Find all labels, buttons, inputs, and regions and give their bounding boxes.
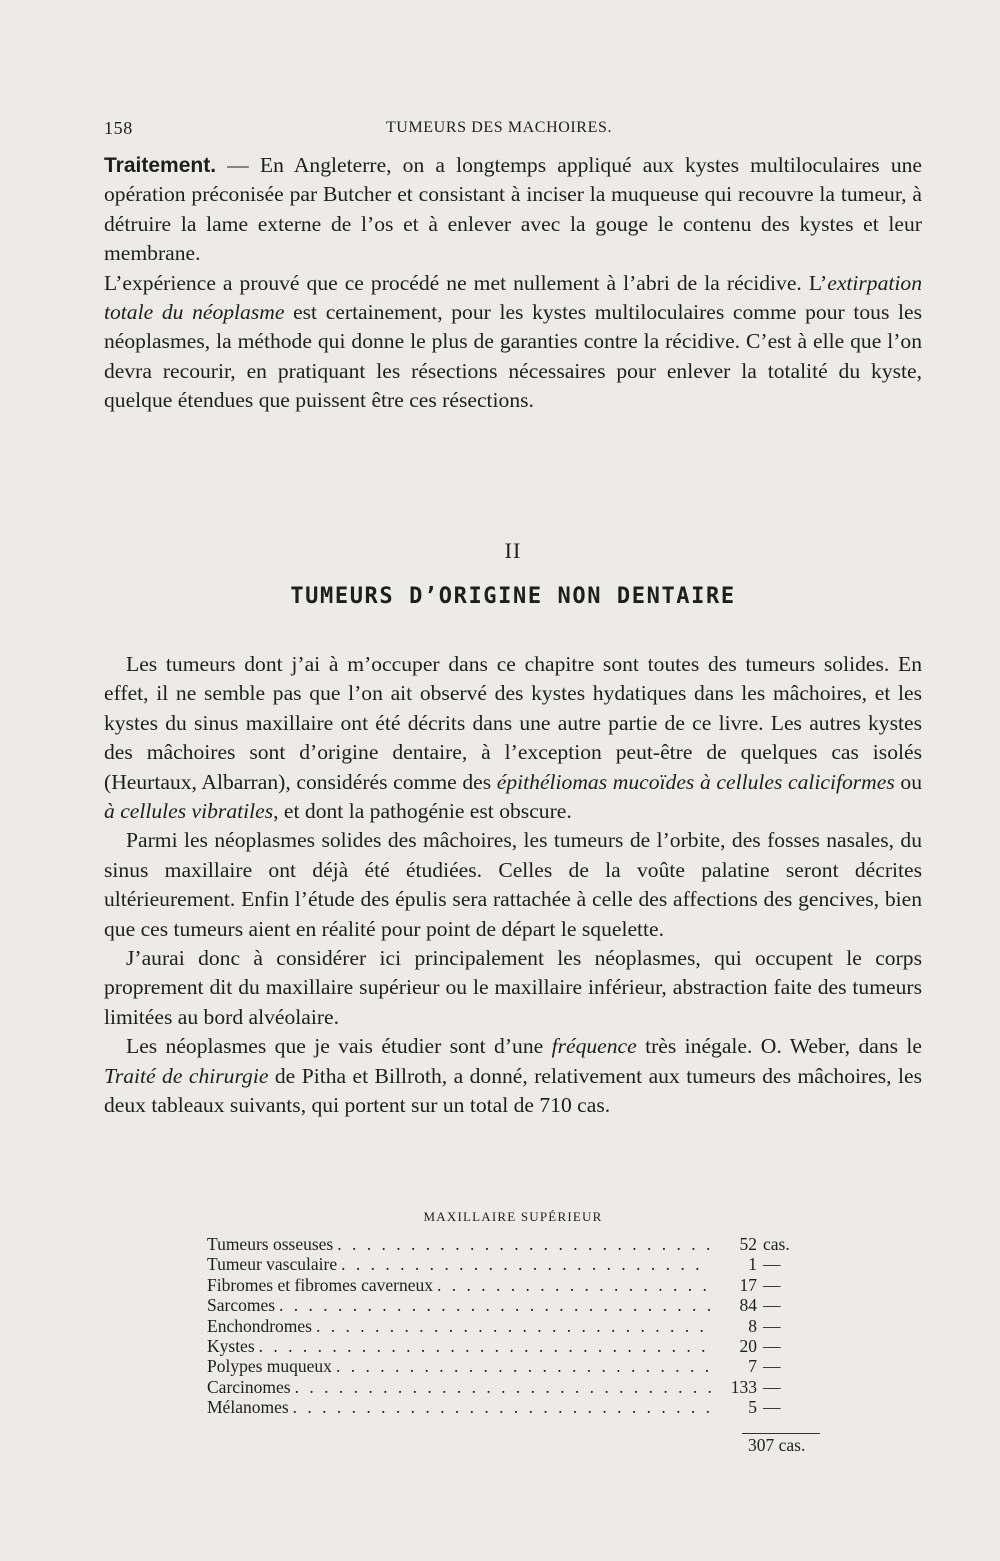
- paragraph-3: J’aurai donc à considérer ici principalement les néoplasmes, qui occupent le corps proprement dit du maxillaire supérieur ou le maxillaire inférieur, abstraction faite des tumeurs limitées au bord alvéolaire.: [104, 946, 922, 1029]
- row-unit: —: [763, 1397, 781, 1418]
- paragraph-4: [104, 1032, 922, 1120]
- paragraph-2: Parmi les néoplasmes solides des mâchoires, les tumeurs de l’orbite, des fosses nasales, du sinus maxillaire ont déjà été étudiées. Celles de la voûte palatine seront décrites ultérieurement. Enfin l’étude des épulis sera rattachée à celle des affections des gencives, bien que ces tumeurs aient en réalité pour point de départ le squelette.: [104, 828, 922, 941]
- paragraph-1-italic-2: à cellules vibratiles: [104, 799, 274, 824]
- paragraph-4-text-a: Les néoplasmes que je vais étudier sont d’une: [126, 1034, 552, 1059]
- row-value: 17: [739, 1274, 757, 1295]
- row-value: 20: [739, 1336, 757, 1357]
- paragraph-1-text-a: Les tumeurs dont j’ai à m’occuper dans ce chapitre sont toutes des tumeurs solides. En effet, il ne semble pas que l’on ait observé des kystes hydatiques dans les mâchoires, et les kystes du sinus maxillaire ont été décrits dans une autre partie de ce livre. Les autres kystes des mâchoires sont d’origine dentaire, à l’exception peut-être de quelques cas isolés (Heurtaux, Albarran), considérés comme des: [104, 652, 922, 794]
- leader-dots: [295, 1377, 711, 1397]
- table-row: [207, 1295, 819, 1315]
- table-row: [207, 1275, 819, 1295]
- row-value: 8: [748, 1315, 757, 1336]
- paragraph-1-italic-1: épithéliomas mucoïdes à cellules caliciformes: [496, 769, 895, 794]
- total-rule: [742, 1433, 820, 1434]
- traitement-heading: Traitement.: [104, 154, 217, 177]
- leader-dots: [437, 1275, 711, 1295]
- running-title: TUMEURS DES MACHOIRES.: [385, 119, 613, 136]
- traitement-text-2a: L’expérience a prouvé que ce procédé ne met nullement à l’abri de la récidive. L’: [104, 270, 828, 295]
- row-unit: —: [763, 1295, 781, 1316]
- section-body: [104, 650, 922, 1121]
- row-unit: —: [763, 1356, 781, 1377]
- table-row: [207, 1234, 819, 1254]
- leader-dots: [316, 1316, 711, 1336]
- row-label: Polypes muqueux: [207, 1356, 332, 1377]
- row-unit: —: [763, 1274, 781, 1295]
- row-label: Kystes: [207, 1336, 255, 1357]
- row-value: 5: [748, 1397, 757, 1418]
- leader-dots: [336, 1356, 711, 1376]
- paragraph-4-text-c: de Pitha et Billroth, a donné, relativement aux tumeurs des mâchoires, les deux tableaux suivants, qui portent sur un total de 710 cas.: [104, 1063, 923, 1118]
- paragraph-1: [104, 650, 922, 826]
- table-title: MAXILLAIRE SUPÉRIEUR: [423, 1209, 603, 1224]
- paragraph-4-italic-1: fréquence: [551, 1034, 637, 1059]
- traitement-text-1: — En Angleterre, on a longtemps appliqué aux kystes multiloculaires une opération préconisée par Butcher et consistant à inciser la muqueuse qui recouvre la tumeur, à détruire la lame externe de l’os et à enlever avec la gouge le contenu des kystes et leur membrane.: [104, 153, 922, 266]
- row-value: 7: [748, 1356, 757, 1377]
- leader-dots: [341, 1254, 711, 1274]
- table-row: [207, 1316, 819, 1336]
- table-row: [207, 1377, 819, 1397]
- row-value: 1: [748, 1254, 757, 1275]
- row-label: Carcinomes: [207, 1376, 291, 1397]
- page-number: 158: [104, 118, 133, 138]
- row-label: Tumeurs osseuses: [207, 1234, 334, 1254]
- row-unit: —: [763, 1315, 781, 1336]
- paragraph-4-text-b: très inégale. O. Weber, dans le: [636, 1034, 922, 1059]
- row-label: Tumeur vasculaire: [207, 1254, 338, 1275]
- row-unit: cas.: [763, 1234, 790, 1254]
- leader-dots: [293, 1397, 711, 1417]
- row-value: 84: [739, 1295, 757, 1316]
- row-unit: —: [763, 1376, 781, 1397]
- row-unit: —: [763, 1254, 781, 1275]
- statistics-table: [207, 1234, 819, 1418]
- table-row: [207, 1336, 819, 1356]
- traitement-paragraph-1: [104, 151, 922, 269]
- section-title: TUMEURS D’ORIGINE NON DENTAIRE: [290, 584, 736, 609]
- section-number: II: [504, 538, 522, 563]
- row-value: 133: [730, 1376, 757, 1397]
- traitement-text-2b: est certainement, pour les kystes multiloculaires comme pour tous les néoplasmes, la méthode qui donne le plus de garanties contre la récidive. C’est à elle que l’on devra recourir, en pratiquant les résections nécessaires pour enlever la totalité du kyste, quelque étendues que puissent être ces résections.: [104, 300, 922, 413]
- row-value: 52: [739, 1234, 757, 1254]
- leader-dots: [279, 1295, 711, 1315]
- paragraph-4-italic-2: Traité de chirurgie: [104, 1063, 269, 1088]
- row-label: Sarcomes: [207, 1295, 276, 1316]
- paragraph-1-text-c: , et dont la pathogénie est obscure.: [273, 799, 572, 824]
- traitement-text-2-italic: extirpation totale du néoplasme: [104, 270, 922, 325]
- paragraph-1-text-b: ou: [894, 769, 923, 794]
- leader-dots: [337, 1234, 711, 1254]
- row-label: Fibromes et fibromes caverneux: [207, 1274, 433, 1295]
- row-unit: —: [763, 1336, 781, 1357]
- row-label: Mélanomes: [207, 1397, 289, 1418]
- table-row: [207, 1356, 819, 1376]
- row-label: Enchondromes: [207, 1315, 312, 1336]
- table-row: [207, 1254, 819, 1274]
- traitement-paragraph-2: [104, 269, 922, 416]
- leader-dots: [259, 1336, 711, 1356]
- table-row: [207, 1397, 819, 1417]
- table-total: 307 cas.: [748, 1435, 806, 1455]
- traitement-section: [104, 151, 922, 416]
